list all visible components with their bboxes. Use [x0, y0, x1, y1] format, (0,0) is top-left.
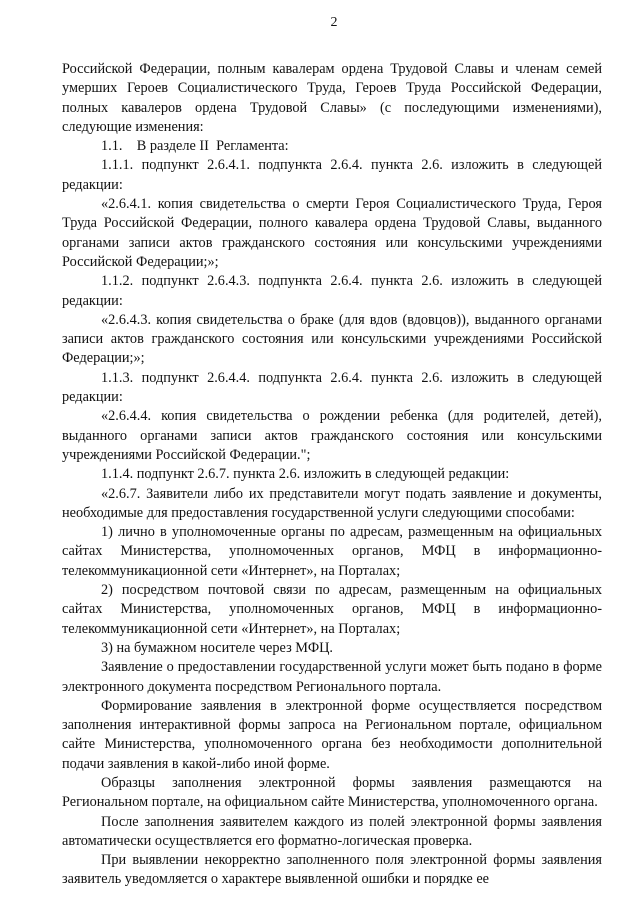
paragraph: Формирование заявления в электронной форме осуществляется посредством заполнения интерактивной формы запроса на Региональном портале, официальном сайте Министерства, уполномоченного органа без необходимости дополнительной подачи заявления в какой-либо иной форме.: [62, 697, 602, 772]
paragraph: «2.6.4.1. копия свидетельства о смерти Героя Социалистического Труда, Героя Труда Российской Федерации, полного кавалера ордена Трудовой Славы, выданного органами записи актов гражданского состояния или консульскими учреждениями Российской Федерации;»;: [62, 196, 602, 270]
paragraph: Российской Федерации, полным кавалерам ордена Трудовой Славы и членам семей умерших Героев Социалистического Труда, Героев Труда Российской Федерации, полных кавалеров ордена Трудовой Славы» (с последующими изменениями), следующие изменения:: [62, 61, 602, 135]
paragraph: «2.6.4.3. копия свидетельства о браке (для вдов (вдовцов)), выданного органами записи актов гражданского состояния или консульскими учреждениями Российской Федерации;»;: [62, 311, 602, 367]
paragraph: 1.1.2. подпункт 2.6.4.3. подпункта 2.6.4. пункта 2.6. изложить в следующей редакции:: [62, 273, 602, 309]
page-number: 2: [330, 15, 338, 30]
paragraph: 3) на бумажном носителе через МФЦ.: [101, 639, 334, 656]
paragraph: Заявление о предоставлении государственной услуги может быть подано в форме электронного документа посредством Регионального портала.: [62, 659, 602, 695]
paragraph: 1.1.4. подпункт 2.6.7. пункта 2.6. изложить в следующей редакции:: [101, 466, 510, 483]
paragraph: 1) лично в уполномоченные органы по адресам, размещенным на официальных сайтах Министерства, уполномоченных органов, МФЦ в информационно-телекоммуникационной сети «Интернет», на Порталах;: [62, 524, 602, 579]
paragraph: «2.6.4.4. копия свидетельства о рождении ребенка (для родителей, детей), выданного органами записи актов гражданского состояния или консульскими учреждениями Российской Федерации.";: [62, 408, 602, 463]
paragraph: 1.1. В разделе II Регламента:: [101, 138, 289, 155]
paragraph: 1.1.1. подпункт 2.6.4.1. подпункта 2.6.4. пункта 2.6. изложить в следующей редакции:: [62, 157, 602, 193]
document-body: [62, 60, 602, 890]
paragraph: 2) посредством почтовой связи по адресам, размещенным на официальных сайтах Министерства, уполномоченных органов, МФЦ в информационно-телекоммуникационной сети «Интернет», на Порталах;: [62, 582, 602, 637]
paragraph: 1.1.3. подпункт 2.6.4.4. подпункта 2.6.4. пункта 2.6. изложить в следующей редакции:: [62, 369, 602, 406]
paragraph: При выявлении некорректно заполненного поля электронной формы заявления заявитель уведомляется о характере выявленной ошибки и порядке ее: [62, 852, 602, 888]
paragraph: «2.6.7. Заявители либо их представители могут подать заявление и документы, необходимые для предоставления государственной услуги следующими способами:: [62, 485, 602, 521]
paragraph: Образцы заполнения электронной формы заявления размещаются на Региональном портале, на официальном сайте Министерства, уполномоченного органа.: [62, 774, 602, 811]
paragraph: После заполнения заявителем каждого из полей электронной формы заявления автоматически осуществляется его форматно-логическая проверка.: [62, 813, 602, 849]
